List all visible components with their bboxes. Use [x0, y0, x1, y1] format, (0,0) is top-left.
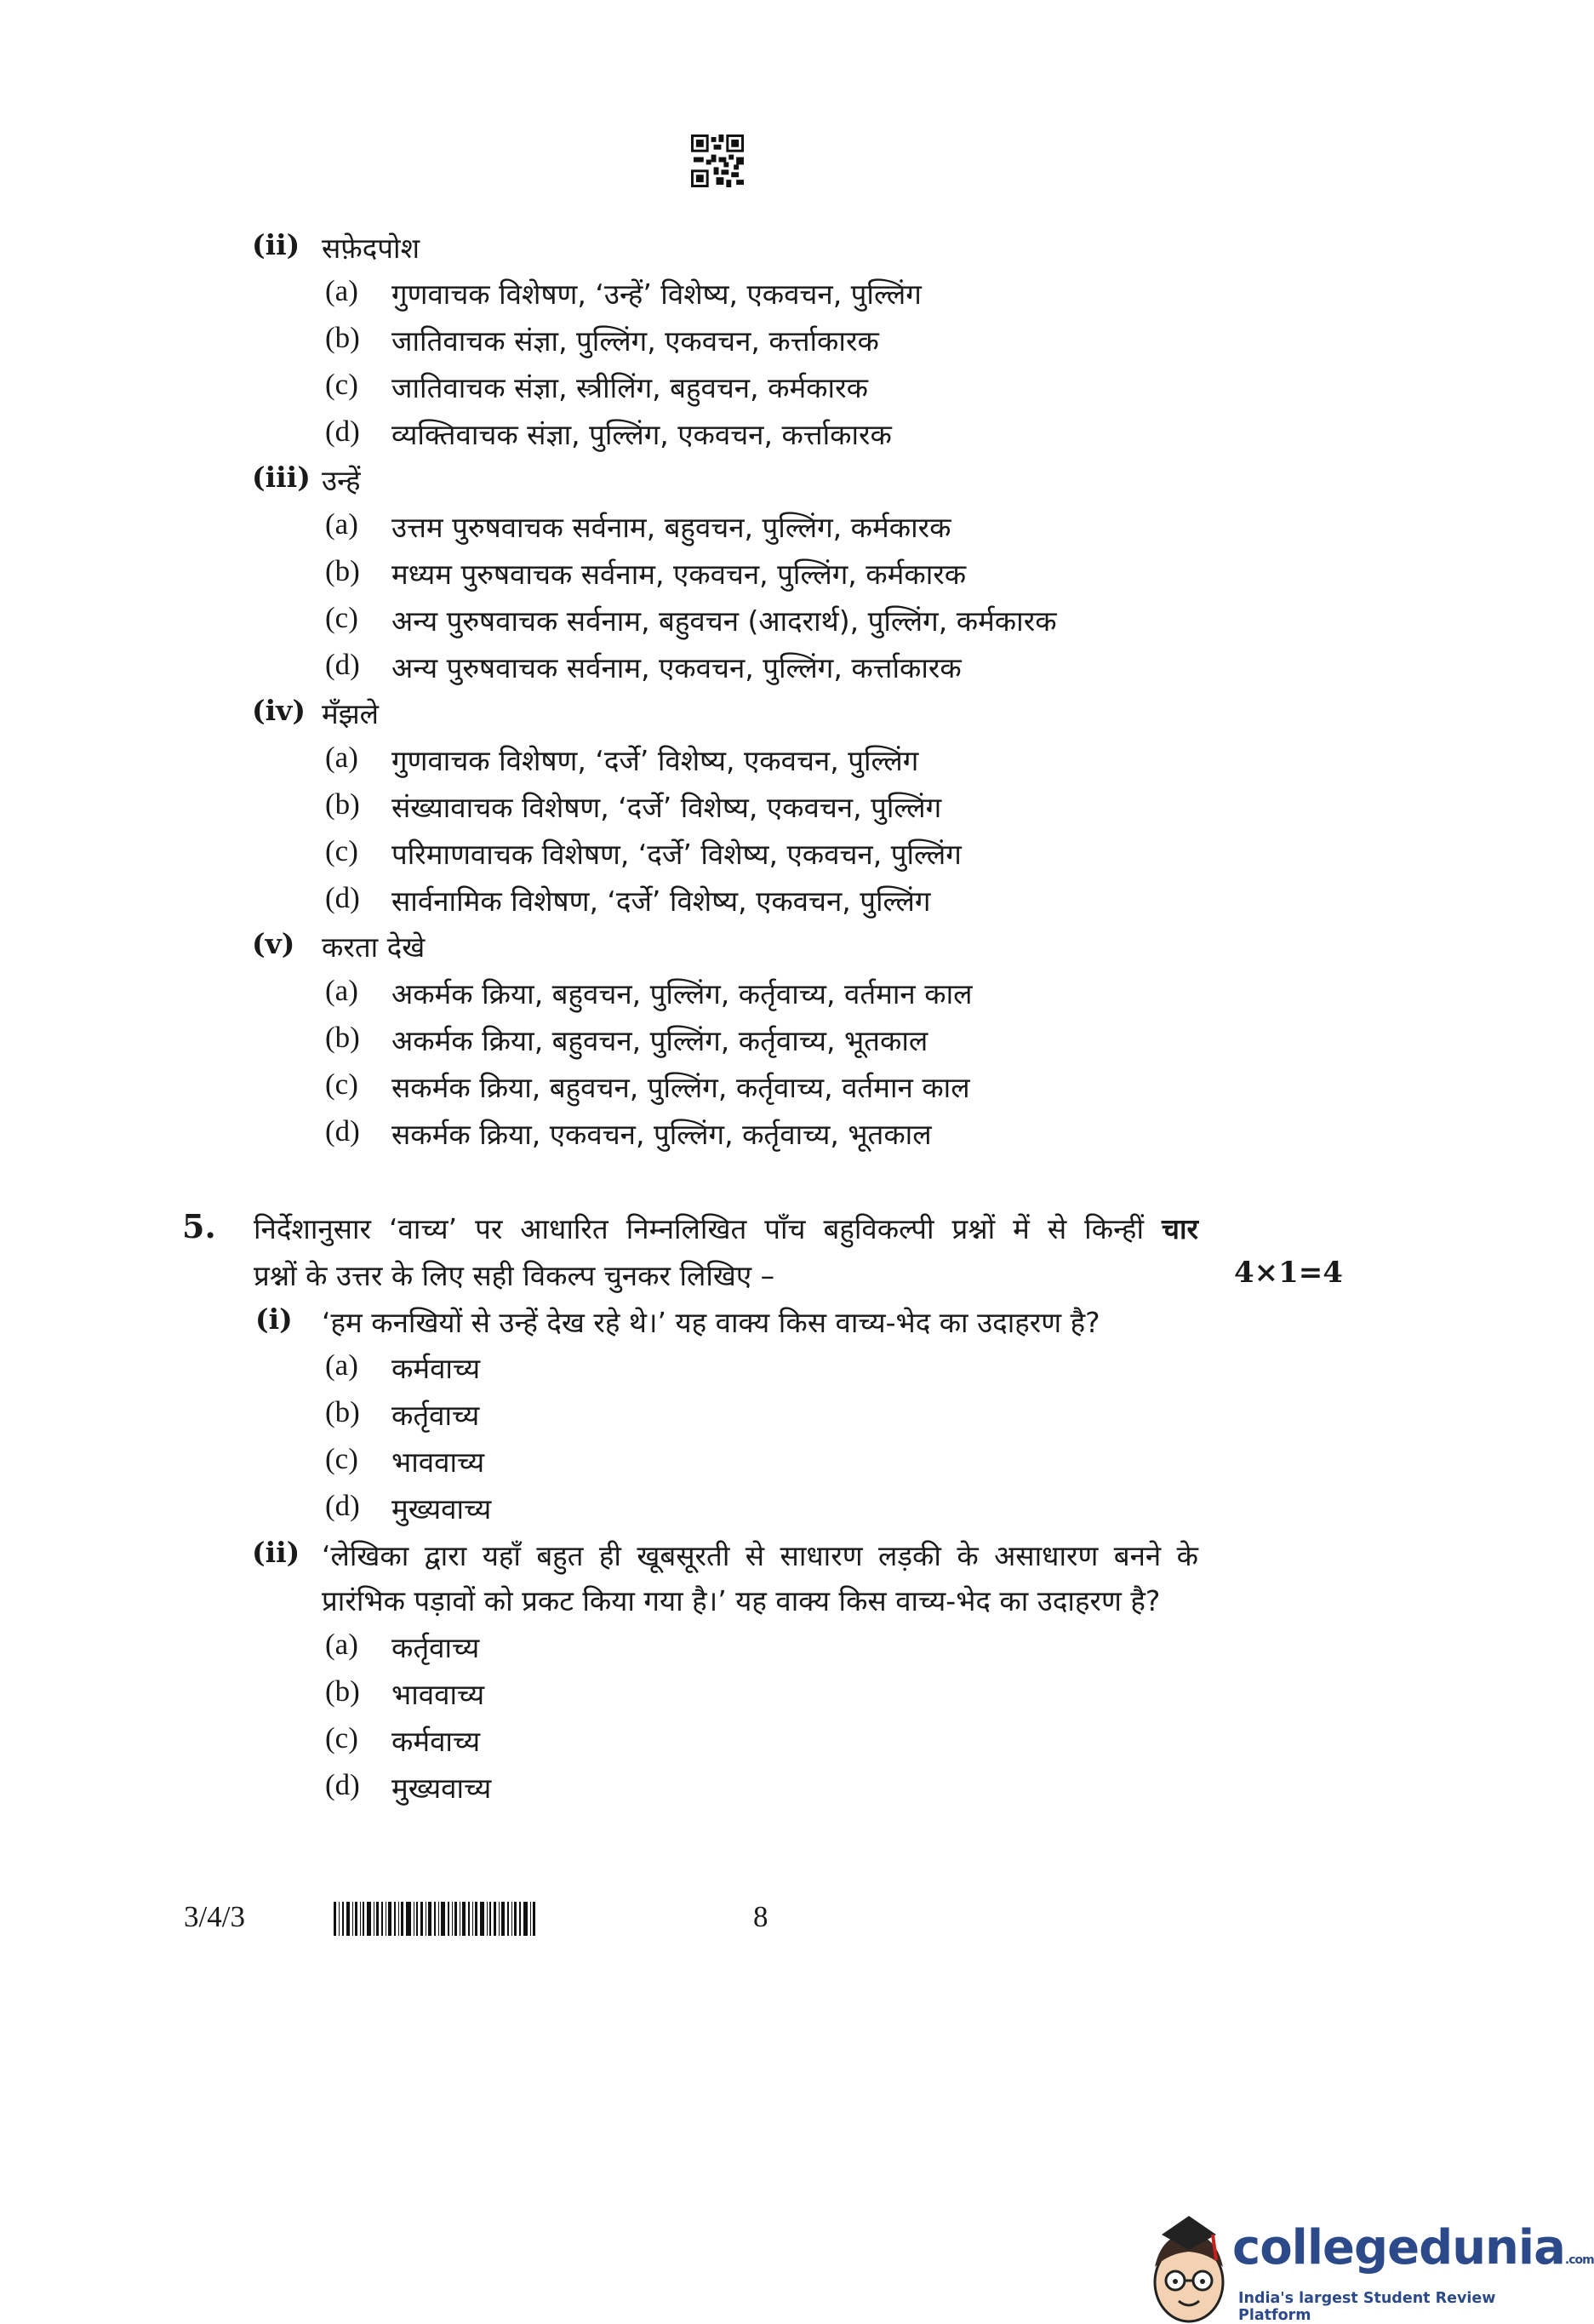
q4-part-iii-word: उन्हें: [322, 464, 361, 497]
q4-iv-option-d-letter: (d): [325, 881, 360, 914]
question-5-intro-bold: चार: [1162, 1212, 1198, 1245]
question-5-intro-line1: निर्देशानुसार ‘वाच्य’ पर आधारित निम्नलिखित पाँच बहुविकल्पी प्रश्नों में से किन्हीं चार: [254, 1212, 1198, 1245]
q4-ii-option-d-letter: (d): [325, 415, 360, 448]
q5-i-option-c: भाववाच्य: [391, 1445, 485, 1479]
question-5-marks: 4×1=4: [1234, 1256, 1343, 1290]
q4-ii-option-c: जातिवाचक संज्ञा, स्त्रीलिंग, बहुवचन, कर्मकारक: [391, 371, 868, 404]
q4-ii-option-a: गुणवाचक विशेषण, ‘उन्हें’ विशेष्य, एकवचन, पुल्लिंग: [391, 278, 922, 311]
q4-v-option-a-letter: (a): [325, 974, 358, 1007]
question-5-intro-line2: प्रश्नों के उत्तर के लिए सही विकल्प चुनकर लिखिए –: [254, 1259, 775, 1292]
q4-iii-option-d: अन्य पुरुषवाचक सर्वनाम, एकवचन, पुल्लिंग, कर्त्ताकारक: [391, 651, 962, 684]
q4-iv-option-b: संख्यावाचक विशेषण, ‘दर्जे’ विशेष्य, एकवचन, पुल्लिंग: [391, 791, 942, 824]
q5-part-i-question: ‘हम कनखियों से उन्हें देख रहे थे।’ यह वाक्य किस वाच्य-भेद का उदाहरण है?: [322, 1306, 1100, 1339]
q4-iv-option-b-letter: (b): [325, 787, 360, 821]
q4-iii-option-d-letter: (d): [325, 648, 360, 681]
q4-iii-option-a: उत्तम पुरुषवाचक सर्वनाम, बहुवचन, पुल्लिंग, कर्मकारक: [391, 511, 951, 544]
qr-code: [691, 135, 744, 187]
q5-ii-option-d: मुख्यवाच्य: [391, 1772, 492, 1805]
q5-ii-option-b-letter: (b): [325, 1674, 360, 1708]
q5-ii-option-c: कर्मवाच्य: [391, 1725, 481, 1758]
q4-part-iv-number: (iv): [252, 694, 306, 727]
page-number: 8: [753, 1900, 768, 1933]
q4-iii-option-a-letter: (a): [325, 507, 358, 541]
q5-part-ii-question-line1: ‘लेखिका द्वारा यहाँ बहुत ही खूबसूरती से साधारण लड़की के असाधारण बनने के: [322, 1539, 1198, 1572]
q4-v-option-c: सकर्मक क्रिया, बहुवचन, पुल्लिंग, कर्तृवाच्य, वर्तमान काल: [391, 1071, 970, 1104]
q4-v-option-d-letter: (d): [325, 1114, 360, 1148]
q4-ii-option-d: व्यक्तिवाचक संज्ञा, पुल्लिंग, एकवचन, कर्त्ताकारक: [391, 418, 892, 451]
barcode: [334, 1902, 538, 1936]
q4-iii-option-b-letter: (b): [325, 554, 360, 587]
q4-iv-option-d: सार्वनामिक विशेषण, ‘दर्जे’ विशेष्य, एकवचन, पुल्लिंग: [391, 884, 931, 918]
q4-part-iii-number: (iii): [252, 461, 311, 494]
q4-part-ii-number: (ii): [252, 228, 300, 261]
q5-i-option-c-letter: (c): [325, 1442, 358, 1475]
q4-v-option-b-letter: (b): [325, 1021, 360, 1054]
q5-i-option-d-letter: (d): [325, 1489, 360, 1522]
q4-ii-option-b-letter: (b): [325, 321, 360, 354]
q5-i-option-d: मुख्यवाच्य: [391, 1492, 492, 1525]
q4-iv-option-a: गुणवाचक विशेषण, ‘दर्जे’ विशेष्य, एकवचन, पुल्लिंग: [391, 744, 919, 777]
question-5-number: 5.: [182, 1207, 216, 1245]
q5-i-option-b: कर्तृवाच्य: [391, 1399, 480, 1432]
q4-iii-option-b: मध्यम पुरुषवाचक सर्वनाम, एकवचन, पुल्लिंग, कर्मकारक: [391, 558, 967, 591]
q4-part-iv-word: मँझले: [322, 697, 380, 730]
q4-part-ii-word: सफ़ेदपोश: [322, 232, 420, 265]
q5-ii-option-d-letter: (d): [325, 1768, 360, 1801]
q4-ii-option-b: जातिवाचक संज्ञा, पुल्लिंग, एकवचन, कर्त्ताकारक: [391, 324, 879, 358]
q5-ii-option-b: भाववाच्य: [391, 1678, 485, 1711]
q5-i-option-a-letter: (a): [325, 1348, 358, 1382]
watermark-brand: collegedunia.com: [1232, 2220, 1594, 2275]
q5-ii-option-c-letter: (c): [325, 1721, 358, 1754]
q4-iv-option-c-letter: (c): [325, 834, 358, 867]
q5-i-option-a: कर्मवाच्य: [391, 1352, 481, 1385]
paper-code: 3/4/3: [184, 1900, 245, 1933]
q5-ii-option-a-letter: (a): [325, 1628, 358, 1661]
q4-v-option-b: अकर्मक क्रिया, बहुवचन, पुल्लिंग, कर्तृवाच्य, भूतकाल: [391, 1024, 928, 1057]
q4-iii-option-c-letter: (c): [325, 601, 358, 634]
watermark-tagline: India's largest Student Review Platform: [1238, 2290, 1496, 2324]
q5-part-ii-question-line2: प्रारंभिक पड़ावों को प्रकट किया गया है।’ यह वाक्य किस वाच्य-भेद का उदाहरण है?: [322, 1584, 1161, 1617]
q4-iii-option-c: अन्य पुरुषवाचक सर्वनाम, बहुवचन (आदरार्थ), पुल्लिंग, कर्मकारक: [391, 604, 1057, 638]
q4-iv-option-a-letter: (a): [325, 741, 358, 774]
q5-part-ii-number: (ii): [252, 1536, 300, 1569]
q5-part-i-number: (i): [255, 1302, 293, 1336]
q5-i-option-b-letter: (b): [325, 1395, 360, 1428]
q4-v-option-a: अकर्मक क्रिया, बहुवचन, पुल्लिंग, कर्तृवाच्य, वर्तमान काल: [391, 977, 973, 1010]
q4-v-option-d: सकर्मक क्रिया, एकवचन, पुल्लिंग, कर्तृवाच्य, भूतकाल: [391, 1118, 932, 1151]
q4-ii-option-c-letter: (c): [325, 368, 358, 401]
q4-v-option-c-letter: (c): [325, 1068, 358, 1101]
q4-ii-option-a-letter: (a): [325, 274, 358, 307]
q4-part-v-word: करता देखे: [322, 930, 426, 964]
q4-iv-option-c: परिमाणवाचक विशेषण, ‘दर्जे’ विशेष्य, एकवचन, पुल्लिंग: [391, 838, 962, 871]
q4-part-v-number: (v): [252, 927, 295, 960]
q5-ii-option-a: कर्तृवाच्य: [391, 1631, 480, 1664]
